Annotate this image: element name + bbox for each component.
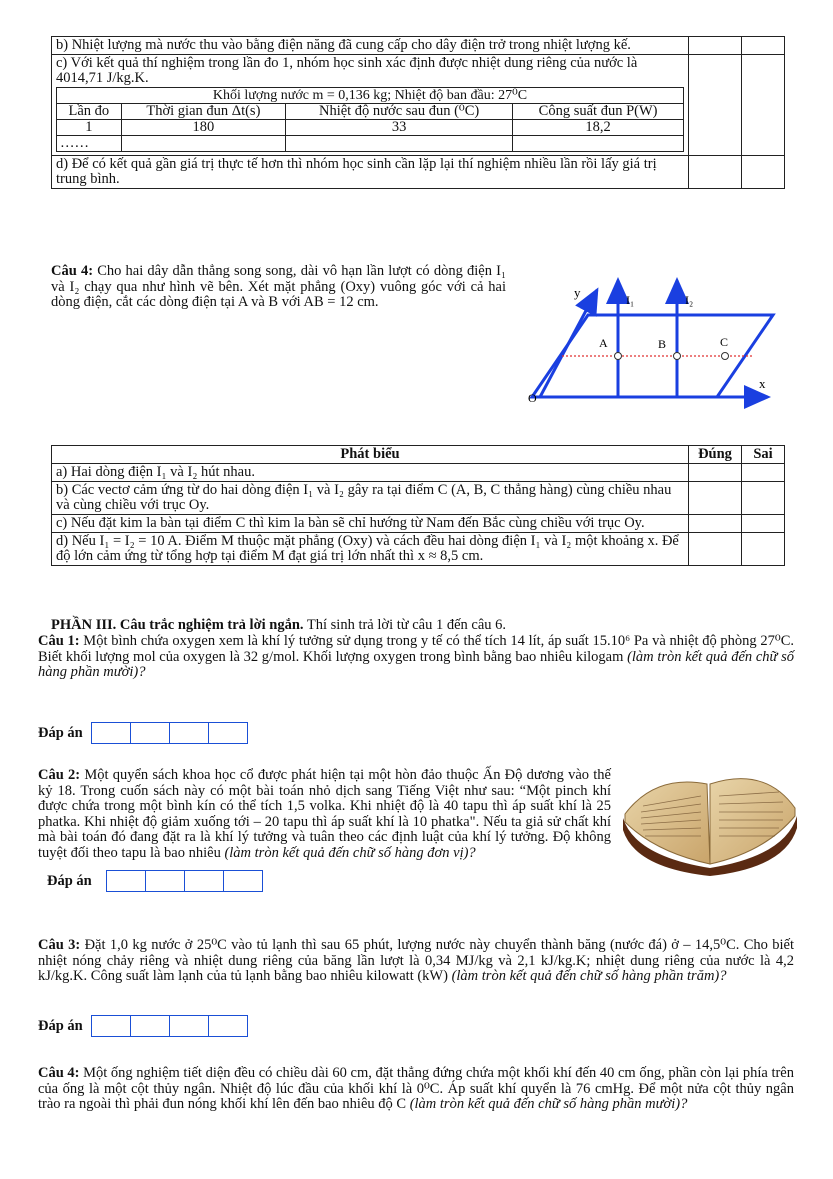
answer-box-3[interactable] xyxy=(91,1015,248,1037)
label-o: O xyxy=(528,391,537,405)
true-cell[interactable] xyxy=(689,156,742,189)
answer-row-1 xyxy=(38,722,248,744)
answer-row-2 xyxy=(47,870,263,892)
label-c: C xyxy=(720,335,729,349)
table-row xyxy=(52,482,785,515)
cell: 1 xyxy=(57,120,122,136)
false-cell[interactable] xyxy=(742,37,785,55)
answer-cell[interactable] xyxy=(224,871,262,891)
current-plane-diagram xyxy=(520,270,780,420)
point-a xyxy=(615,353,622,360)
true-cell[interactable] xyxy=(689,55,742,156)
answer-cell[interactable] xyxy=(209,1016,247,1036)
false-cell[interactable] xyxy=(742,156,785,189)
question-1-text: Câu 1: Một bình chứa oxygen xem là khí lý tưởng sử dụng trong y tế có thể tích 14 lít, áp suất 15.10⁶ Pa và nhiệt độ phòng 27⁰C. Biết khối lượng mol của oxygen là 32 g/mol. Khối lượng oxygen trong bình bằng bao nhiêu kilogam (làm tròn kết quả đến chữ số hàng phần mười)? xyxy=(38,633,794,680)
question-2-text: Câu 2: Một quyển sách khoa học cổ được phát hiện tại một hòn đảo thuộc Ấn Độ dương vào thế kỷ 18. Trong cuốn sách này có một bài toán nhỏ dịch sang Tiếng Việt như sau: “Một pinch khí được chứa trong một bình kín có thể tích 1,5 volka. Khi nhiệt độ là 40 tapu thì áp suất khí là 25 phatka. Khi nhiệt độ giảm xuống tới – 20 tapu thì áp suất khí là 10 phatka". Nếu ta giả sử chất khí mà bài toán đó đang đặt ra là khí lý tưởng và tuân theo các định luật của khí lý tưởng. Độ không tuyệt đối theo tapu là bao nhiêu (làm tròn kết quả đến chữ số hàng đơn vị)? xyxy=(38,767,611,861)
col-header: Thời gian đun Δt(s) xyxy=(121,104,285,120)
statement-a: a) Hai dòng điện I₁ và I₂ hút nhau. xyxy=(52,464,689,482)
cell: 18,2 xyxy=(513,120,684,136)
true-cell[interactable] xyxy=(689,482,742,515)
label-a: A xyxy=(599,336,608,350)
answer-cell[interactable] xyxy=(185,871,224,891)
col-header: Nhiệt độ nước sau đun (⁰C) xyxy=(286,104,513,120)
statement-c: c) Với kết quả thí nghiệm trong lần đo 1, nhóm học sinh xác định được nhiệt dung riêng của nước là 4014,71 J/kg.K. Khối lượng nước m = 0,136 kg; Nhiệt độ ban đầu: 27⁰C Lần đo Thời gian đun Δt(s) Nhiệt độ nước sau đun (⁰C) Công suất đun P(W) 1 180 33 18,2 …… xyxy=(52,55,689,156)
statement-b: b) Nhiệt lượng mà nước thu vào bằng điện năng đã cung cấp cho dây điện trở trong nhiệt lượng kế. xyxy=(52,37,689,55)
answer-cell[interactable] xyxy=(92,1016,131,1036)
answer-label: Đáp án xyxy=(47,872,92,889)
question-3-text: Câu 3: Đặt 1,0 kg nước ở 25⁰C vào tủ lạnh thì sau 65 phút, lượng nước này chuyển thành băng (nước đá) ở – 14,5⁰C. Cho biết nhiệt nóng chảy riêng và nhiệt dung riêng của băng lần lượt là 0,34 MJ/kg và 2,1 kJ/kg.K; nhiệt dung riêng của nước là 4,2 kJ/kg.K. Công suất làm lạnh của tủ lạnh bằng bao nhiêu kilowatt (kW) (làm tròn kết quả đến chữ số hàng phần trăm)? xyxy=(38,937,794,984)
table-row xyxy=(52,55,785,156)
statement-d: d) Để có kết quả gần giá trị thực tế hơn thì nhóm học sinh cần lặp lại thí nghiệm nhiều lần rồi lấy giá trị trung bình. xyxy=(52,156,689,189)
question-4b-text: Câu 4: Một ống nghiệm tiết diện đều có chiều dài 60 cm, đặt thẳng đứng chứa một khối khí đến 40 cm ống, phần còn lại phía trên của ống là một cột thủy ngân. Nhiệt độ lúc đầu của khối khí là 0⁰C. Áp suất khí quyển là 76 cmHg. Để một nửa cột thủy ngân trào ra ngoài thì phải đun nóng khối khí lên đến bao nhiêu độ C (làm tròn kết quả đến chữ số hàng phần mười)? xyxy=(38,1065,794,1112)
y-axis xyxy=(540,290,597,397)
cell xyxy=(121,136,285,152)
table-row xyxy=(52,156,785,189)
answer-label: Đáp án xyxy=(38,724,83,741)
cell xyxy=(286,136,513,152)
answer-cell[interactable] xyxy=(146,871,185,891)
true-cell[interactable] xyxy=(689,515,742,533)
statement-b: b) Các vectơ cảm ứng từ do hai dòng điện I₁ và I₂ gây ra tại điểm C (A, B, C thẳng hàng) cùng chiều nhau và cùng chiều với trục Oy. xyxy=(52,482,689,515)
answer-cell[interactable] xyxy=(107,871,146,891)
part-3-heading: PHẦN III. Câu trắc nghiệm trả lời ngắn. Thí sinh trả lời từ câu 1 đến câu 6. xyxy=(51,617,507,633)
false-cell[interactable] xyxy=(742,533,785,566)
answer-cell[interactable] xyxy=(131,723,170,743)
statement-c: c) Nếu đặt kim la bàn tại điểm C thì kim la bàn sẽ chỉ hướng từ Nam đến Bắc cùng chiều với trục Oy. xyxy=(52,515,689,533)
data-table xyxy=(56,87,684,152)
true-cell[interactable] xyxy=(689,464,742,482)
question-4-text: Câu 4: Cho hai dây dẫn thẳng song song, dài vô hạn lần lượt có dòng điện I₁ và I₂ chạy qua như hình vẽ bên. Xét mặt phẳng (Oxy) vuông góc với cả hai dòng điện, cắt các dòng điện tại A và B với AB = 12 cm. xyxy=(51,263,506,310)
false-cell[interactable] xyxy=(742,482,785,515)
header-true: Đúng xyxy=(689,446,742,464)
answer-box-1[interactable] xyxy=(91,722,248,744)
table-row xyxy=(52,515,785,533)
col-header: Lần đo xyxy=(57,104,122,120)
false-cell[interactable] xyxy=(742,515,785,533)
point-b xyxy=(674,353,681,360)
table-row xyxy=(52,464,785,482)
label-y: y xyxy=(574,285,581,300)
header-statement: Phát biểu xyxy=(52,446,689,464)
plane-outline xyxy=(532,315,773,397)
true-cell[interactable] xyxy=(689,37,742,55)
answer-cell[interactable] xyxy=(92,723,131,743)
label-b: B xyxy=(658,337,667,351)
cell xyxy=(513,136,684,152)
point-c xyxy=(722,353,729,360)
header-false: Sai xyxy=(742,446,785,464)
false-cell[interactable] xyxy=(742,55,785,156)
answer-cell[interactable] xyxy=(170,723,209,743)
label-i2: I₂ xyxy=(685,293,694,307)
data-table-title: Khối lượng nước m = 0,136 kg; Nhiệt độ ban đầu: 27⁰C xyxy=(57,88,684,104)
answer-cell[interactable] xyxy=(170,1016,209,1036)
answer-box-2[interactable] xyxy=(106,870,263,892)
answer-row-3 xyxy=(38,1015,248,1037)
statement-d: d) Nếu I₁ = I₂ = 10 A. Điểm M thuộc mặt phẳng (Oxy) và cách đều hai dòng điện I₁ và I₂ một khoảng x. Để độ lớn cảm ứng từ tổng hợp tại điểm M đạt giá trị lớn nhất thì x ≈ 8,5 cm. xyxy=(52,533,689,566)
label-x: x xyxy=(759,376,766,391)
col-header: Công suất đun P(W) xyxy=(513,104,684,120)
statements-table xyxy=(51,445,785,566)
cell: …… xyxy=(57,136,122,152)
table-row xyxy=(52,533,785,566)
label-i1: I₁ xyxy=(626,293,635,307)
answer-cell[interactable] xyxy=(131,1016,170,1036)
answer-label: Đáp án xyxy=(38,1017,83,1034)
top-statement-table xyxy=(51,36,785,189)
table-row xyxy=(52,37,785,55)
false-cell[interactable] xyxy=(742,464,785,482)
true-cell[interactable] xyxy=(689,533,742,566)
answer-cell[interactable] xyxy=(209,723,247,743)
cell: 180 xyxy=(121,120,285,136)
cell: 33 xyxy=(286,120,513,136)
table-header-row xyxy=(52,446,785,464)
old-book-image xyxy=(615,756,800,876)
